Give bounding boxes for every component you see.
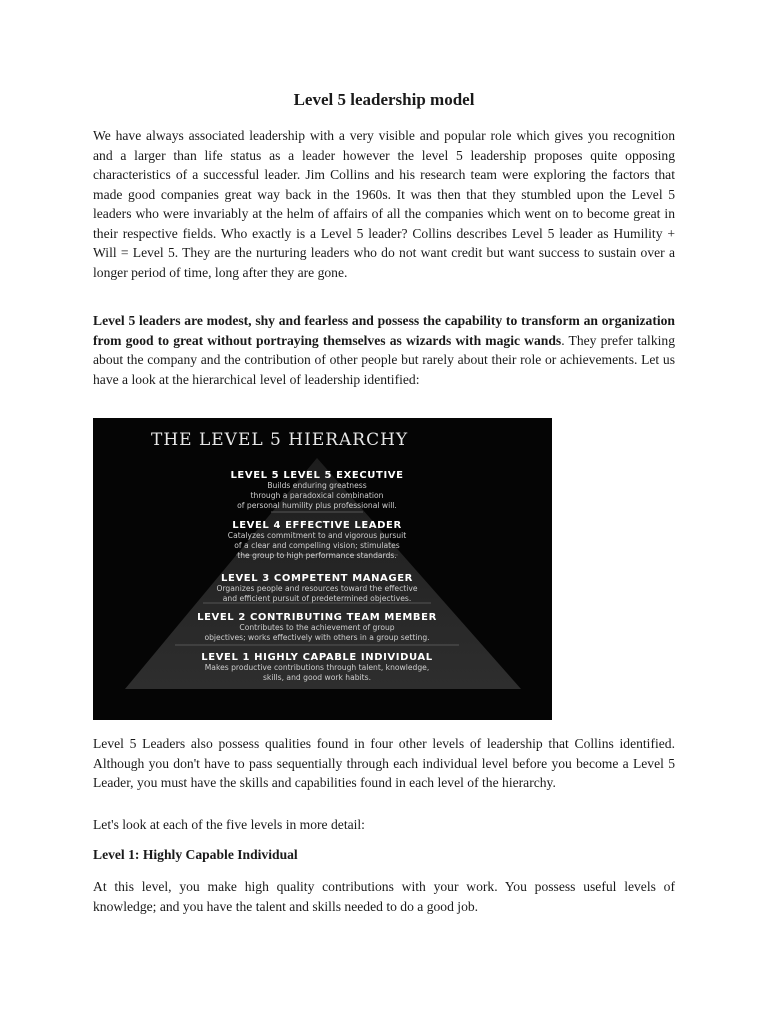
level4-desc-line: of a clear and compelling vision; stimulates [234,541,400,550]
level1-desc-line: Makes productive contributions through talent, knowledge, [204,663,430,672]
level5-desc-line: Builds enduring greatness [267,481,367,490]
level3-desc-line: and efficient pursuit of predetermined objectives. [222,594,412,603]
level1-heading: Level 1: Highly Capable Individual [93,847,298,862]
hierarchy-pyramid-svg [93,418,552,720]
level5-name: LEVEL 5 LEVEL 5 EXECUTIVE [230,470,404,481]
level5-description-paragraph [93,311,675,389]
level5-desc-line: of personal humility plus professional will. [237,501,397,510]
other-levels-paragraph: Level 5 Leaders also possess qualities found in four other levels of leadership that Collins identified. Although you don't have to pass sequentially through each individual level before you become a Level 5 Leader, you must have the skills and capabilities found in each level of the hierarchy. [93,736,675,790]
level1-name: LEVEL 1 HIGHLY CAPABLE INDIVIDUAL [201,652,433,663]
level5-desc-line: through a paradoxical combination [250,491,384,500]
level3-name: LEVEL 3 COMPETENT MANAGER [221,573,413,584]
level3-desc-line: Organizes people and resources toward the effective [216,584,418,593]
level5-hierarchy-figure [93,418,552,720]
paragraph-continuation: . They prefer talking about the company and the contribution of other people but rarely about their role or achievements. Let us have a look at the hierarchical level of leadership identified: [93,332,675,387]
intro-paragraph: We have always associated leadership with a very visible and popular role which gives you recognition and a larger than life status as a leader however the level 5 leadership proposes quite opposing characteristics of a successful leader. Jim Collins and his research team were exploring the factors that made good companies great way back in the 1960s. It was then that they stumbled upon the Level 5 leaders who were invariably at the helm of affairs of all the companies which went on to become great in their respective fields. Who exactly is a Level 5 leader? Collins describes Level 5 leader as Humility + Will = Level 5. They are the nurturing leaders who do not want credit but want success to sustain over a longer period of time, long after they are gone. [93,128,675,280]
level4-name: LEVEL 4 EFFECTIVE LEADER [232,520,402,531]
level1-paragraph: At this level, you make high quality contributions with your work. You possess useful levels of knowledge; and you have the talent and skills needed to do a good job. [93,879,675,914]
document-title: Level 5 leadership model [293,90,475,109]
bold-statement: Level 5 leaders are modest, shy and fearless and possess the capability to transform an organization from good to great without portraying themselves as wizards with magic wands [93,313,675,348]
levels-intro-paragraph: Let's look at each of the five levels in more detail: [93,817,365,832]
level2-desc-line: Contributes to the achievement of group [239,623,395,632]
figure-title: THE LEVEL 5 HIERARCHY [151,430,409,450]
level4-desc-line: the group to high performance standards. [237,551,397,560]
level1-desc-line: skills, and good work habits. [262,673,372,682]
level2-name: LEVEL 2 CONTRIBUTING TEAM MEMBER [197,612,437,623]
level4-desc-line: Catalyzes commitment to and vigorous pursuit [227,531,407,540]
level2-desc-line: objectives; works effectively with others in a group setting. [204,633,430,642]
